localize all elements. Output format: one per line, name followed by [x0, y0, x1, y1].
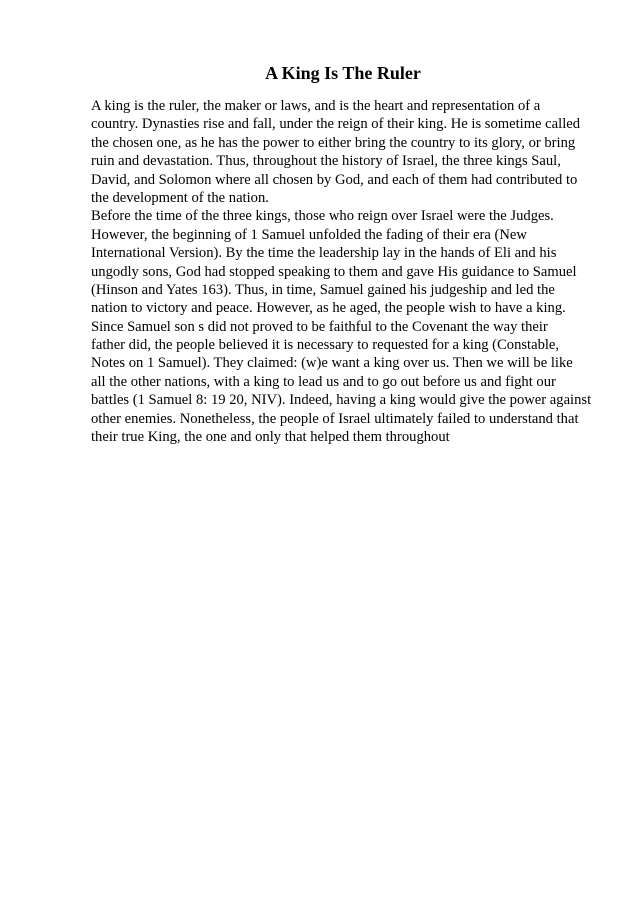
text-line: ruin and devastation. Thus, throughout the history of Israel, the three kings Saul, [91, 153, 561, 170]
text-line: battles (1 Samuel 8: 19 20, NIV). Indeed, having a king would give the power against [91, 392, 592, 409]
body-text [91, 97, 591, 446]
text-line: Notes on 1 Samuel). They claimed: (w)e want a king over us. Then we will be like [91, 355, 573, 372]
text-line: (Hinson and Yates 163). Thus, in time, Samuel gained his judgeship and led the [91, 281, 555, 298]
text-line: Since Samuel son s did not proved to be faithful to the Covenant the way their [91, 318, 548, 335]
text-line: Before the time of the three kings, those who reign over Israel were the Judges. [91, 208, 554, 225]
text-line: A king is the ruler, the maker or laws, and is the heart and representation of a [91, 98, 541, 114]
text-line: the chosen one, as he has the power to either bring the country to its glory, or bring [91, 134, 576, 151]
text-line: David, and Solomon where all chosen by God, and each of them had contributed to [91, 171, 578, 188]
text-line: their true King, the one and only that helped them throughout [91, 429, 450, 446]
text-line: ungodly sons, God had stopped speaking to them and gave His guidance to Samuel [91, 263, 577, 280]
text-line: country. Dynasties rise and fall, under the reign of their king. He is sometime called [91, 116, 581, 133]
text-line: other enemies. Nonetheless, the people of Israel ultimately failed to understand that [91, 410, 579, 427]
text-line: nation to victory and peace. However, as he aged, the people wish to have a king. [91, 300, 566, 317]
text-line: all the other nations, with a king to lead us and to go out before us and fight our [91, 373, 556, 390]
text-line: However, the beginning of 1 Samuel unfolded the fading of their era (New [91, 226, 527, 243]
text-line: the development of the nation. [91, 189, 269, 206]
page-title: A King Is The Ruler [265, 63, 421, 83]
text-line: father did, the people believed it is necessary to requested for a king (Constable, [91, 337, 560, 354]
text-line: International Version). By the time the leadership lay in the hands of Eli and his [91, 245, 557, 262]
